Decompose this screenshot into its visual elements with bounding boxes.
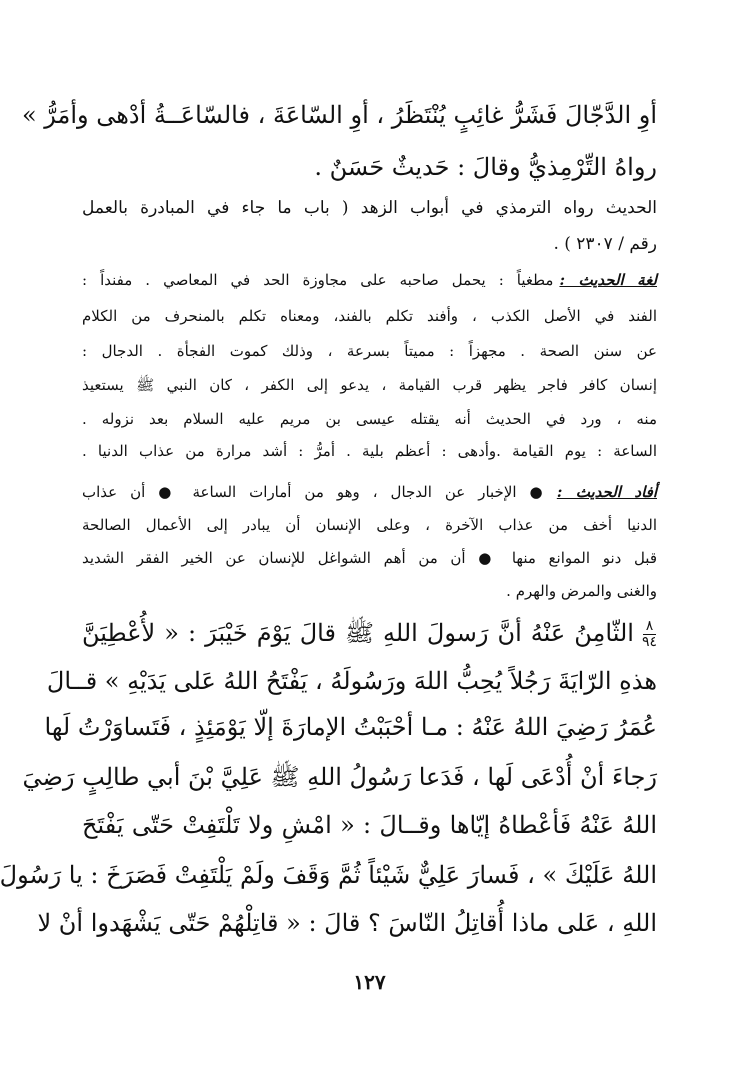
hadith-text-line: اللهِ ، عَلى ماذا أُقاتِلُ النّاسَ ؟ قالَ : « قاتِلْهُمْ حَتّى يَشْهَدوا أنْ لا — [37, 909, 657, 937]
hadith-text-line: اللهُ عَنْهُ فَأعْطاهُ إيّاها وقــالَ : « امْشِ ولا تَلْتَفِتْ حَتّى يَفْتَحَ — [82, 811, 657, 839]
vocab-line: الساعة : يوم القيامة .وأدهى : أعظم بلية . أمرُّ : أشد مرارة من عذاب الدنيا . — [82, 442, 657, 460]
lessons-text: ● الإخبار عن الدجال ، وهو من أمارات الساعة ● أن عذاب — [82, 483, 551, 501]
hadith-text-line: عُمَرُ رَضِيَ اللهُ عَنْهُ : مـا أحْبَبْتُ الإمارَةَ إلّا يَوْمَئِذٍ ، فَتَساوَرْتُ لَها — [44, 713, 657, 741]
hadith-text-line: اللهُ عَلَيْكَ » ، فَسارَ عَلِيٌّ شَيْئاً ثُمَّ وَقَفَ ولَمْ يَلْتَفِتْ فَصَرَخَ : يا رَسُولَ — [0, 861, 657, 889]
hadith-number-numerator: ٨ — [643, 619, 657, 635]
vocab-line: إنسان كافر فاجر يظهر قرب القيامة ، يدعو إلى الكفر ، كان النبي ﷺ يستعيذ — [82, 376, 657, 394]
vocab-line — [82, 271, 657, 291]
lessons-line: قبل دنو الموانع منها ● أن من أهم الشواغل للإنسان عن الخير الفقر الشديد — [82, 549, 657, 567]
lessons-heading: أفاد الحديث : — [556, 483, 657, 501]
hadith-text-line: رَجاءَ أنْ أُدْعَى لَها ، فَدَعا رَسُولُ اللهِ ﷺ عَلِيَّ بْنَ أبي طالِبٍ رَضِيَ — [22, 763, 657, 791]
hadith-number-denominator: ٩٤ — [641, 634, 657, 650]
vocab-line: الفند في الأصل الكذب ، وأفند تكلم بالفند، ومعناه تكلم بالمنحرف من الكلام — [82, 307, 657, 325]
source-note-line: رقم / ٢٣٠٧ ) . — [553, 234, 657, 254]
vocab-line: عن سنن الصحة . مجهزاً : مميتاً بسرعة ، وذلك كموت الفجأة . الدجال : — [82, 342, 657, 360]
page-number: ١٢٧ — [353, 970, 386, 994]
lessons-line — [82, 483, 657, 503]
hadith-text-line — [82, 618, 657, 650]
narration-line: رواهُ التِّرْمِذيُّ وقالَ : حَديثٌ حَسَنٌ . — [314, 153, 657, 181]
vocab-text: مطغياً : يحمل صاحبه على مجاوزة الحد في المعاصي . مفنداً : — [82, 271, 554, 289]
lessons-line: الدنيا أخف من عذاب الآخرة ، وعلى الإنسان أن يبادر إلى الأعمال الصالحة — [82, 516, 657, 534]
hadith-text-line: أوِ الدَّجّالَ فَشَرُّ غائِبٍ يُنْتَظَرُ ، أوِ السّاعَةَ ، فالسّاعَــةُ أدْهى وأمَرُّ » — [21, 101, 657, 129]
vocab-heading: لغة الحديث : — [559, 271, 657, 289]
lessons-line: والغنى والمرض والهرم . — [506, 582, 657, 600]
hadith-text-line: هذهِ الرّايَةَ رَجُلاً يُحِبُّ اللهَ ورَسُولَهُ ، يَفْتَحُ اللهُ عَلى يَدَيْهِ » قــالَ — [46, 667, 657, 695]
hadith-text: الثّامِنُ عَنْهُ أنَّ رَسولَ اللهِ ﷺ قالَ يَوْمَ خَيْبَرَ : « لأُعْطِيَنَّ — [82, 619, 634, 647]
hadith-number — [642, 619, 657, 649]
vocab-line: منه ، ورد في الحديث أنه يقتله عيسى بن مريم عليه السلام بعد نزوله . — [82, 410, 657, 428]
source-note-line: الحديث رواه الترمذي في أبواب الزهد ( باب ما جاء في المبادرة بالعمل — [82, 198, 657, 218]
